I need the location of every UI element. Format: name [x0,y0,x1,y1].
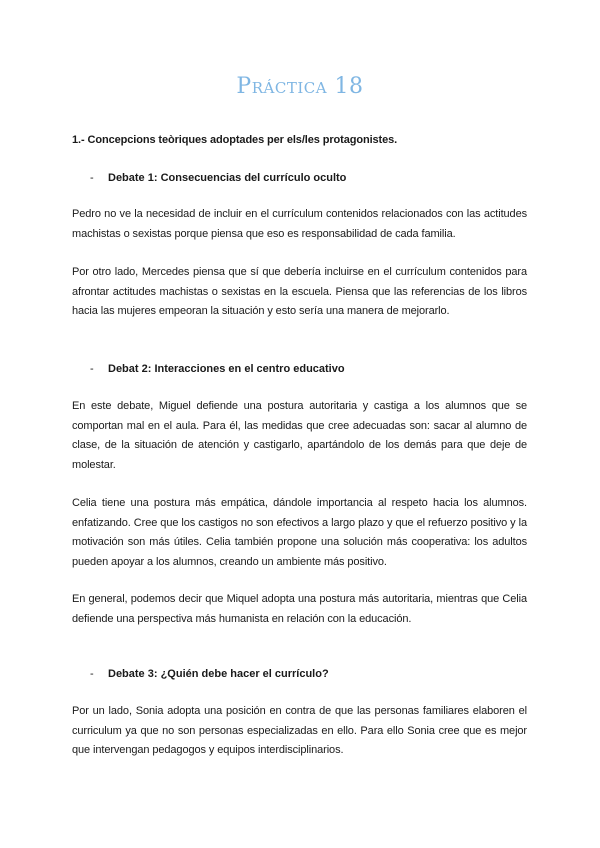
debate-3-heading [90,668,329,680]
bullet-dash: - [90,172,94,184]
debate-2-label: Debat 2: Interacciones en el centro educativo [108,363,345,375]
debate-1-label: Debate 1: Consecuencias del currículo oculto [108,172,347,184]
debate-1-paragraph-2: Por otro lado, Mercedes piensa que sí que debería incluirse en el currículum contenidos para afrontar actitudes machistas o sexistas en la escuela. Piensa que las referencias de los libros hacia las mujeres empeoran la situación y esto sería una manera de mejorarlo. [72,266,527,317]
page-title: Práctica 18 [236,74,364,99]
debate-1-heading [90,172,346,184]
debate-2-heading [90,363,345,375]
section-heading: 1.- Concepcions teòriques adoptades per els/les protagonistes. [72,134,398,146]
bullet-dash: - [90,668,94,680]
debate-3-label: Debate 3: ¿Quién debe hacer el currículo? [108,668,329,680]
debate-2-paragraph-3: En general, podemos decir que Miquel adopta una postura más autoritaria, mientras que Celia defiende una perspectiva más humanista en relación con la educación. [72,593,527,625]
debate-1-paragraph-1: Pedro no ve la necesidad de incluir en el currículum contenidos relacionados con las actitudes machistas o sexistas porque piensa que eso es responsabilidad de cada familia. [72,208,527,240]
debate-3-paragraph-1: Por un lado, Sonia adopta una posición en contra de que las personas familiares elaboren el curriculum ya que no son personas especializadas en ello. Para ello Sonia cree que es mejor que intervengan pedagogos y equipos interdisciplinarios. [72,705,527,756]
debate-2-paragraph-2: Celia tiene una postura más empática, dándole importancia al respeto hacia los alumnos. enfatizando. Cree que los castigos no son efectivos a largo plazo y que el refuerzo positivo y la motivación son más útiles. Celia también propone una solución más cooperativa: los adultos pueden apoyar a los alumnos, creando un ambiente más positivo. [72,497,527,568]
debate-2-paragraph-1: En este debate, Miguel defiende una postura autoritaria y castiga a los alumnos que se comportan mal en el aula. Para él, las medidas que cree adecuadas son: sacar al alumno de clase, de la situación de atención y castigarlo, apartándolo de los demás para que deje de molestar. [72,400,527,471]
bullet-dash: - [90,363,94,375]
